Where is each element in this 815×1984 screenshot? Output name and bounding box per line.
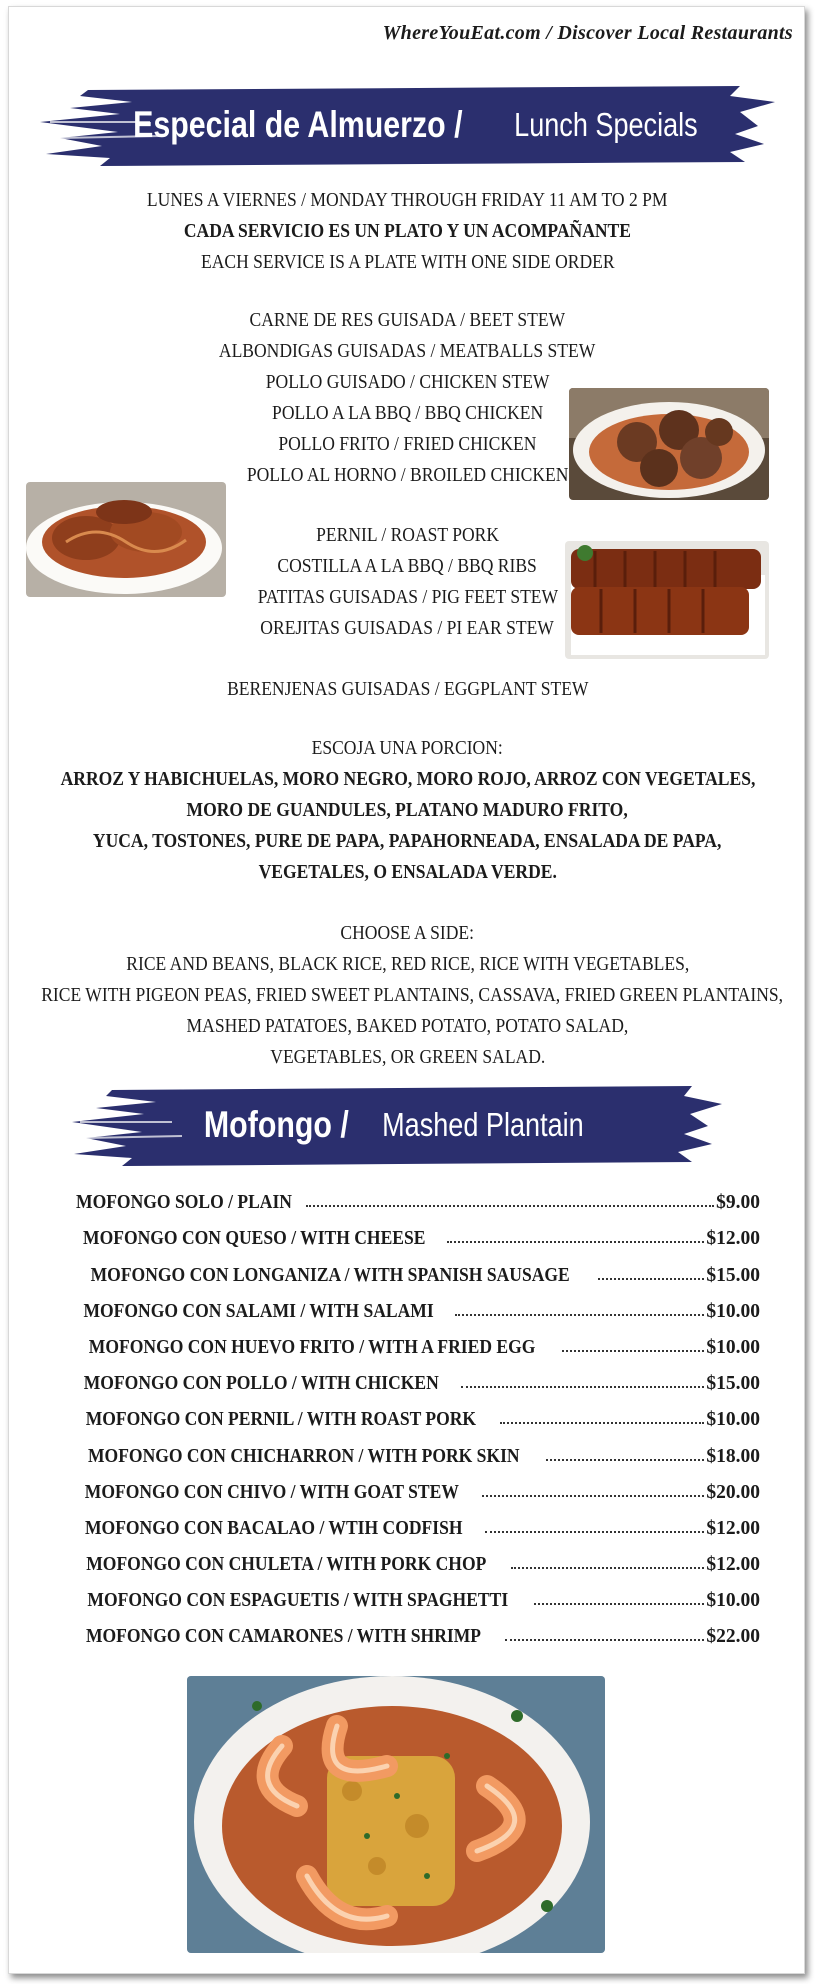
menu-row xyxy=(64,1287,760,1323)
item-name: MOFONGO CON POLLO / WITH CHICKEN xyxy=(83,1373,439,1395)
dot-leader xyxy=(500,1422,705,1424)
item-price: $10.00 xyxy=(706,1590,760,1612)
side-line: ARROZ Y HABICHUELAS, MORO NEGRO, MORO ROJO, ARROZ CON VEGETALES, xyxy=(60,769,755,790)
sides-title: CHOOSE A SIDE: xyxy=(340,923,475,944)
dish-item: ALBONDIGAS GUISADAS / MEATBALLS STEW xyxy=(219,341,596,362)
menu-row xyxy=(64,1178,760,1214)
item-price: $12.00 xyxy=(706,1554,760,1576)
menu-row xyxy=(64,1359,760,1395)
menu-row xyxy=(64,1323,760,1359)
mofongo-title-en: Mashed Plantain xyxy=(382,1106,585,1143)
intro-line: CADA SERVICIO ES UN PLATO Y UN ACOMPAÑANTE xyxy=(183,221,632,242)
dish-item: POLLO GUISADO / CHICKEN STEW xyxy=(265,372,550,393)
dot-leader xyxy=(447,1241,705,1243)
dot-leader xyxy=(505,1639,704,1641)
item-name: MOFONGO CON LONGANIZA / WITH SPANISH SAUSAGE xyxy=(90,1264,570,1286)
sides-title: ESCOJA UNA PORCION: xyxy=(311,738,504,759)
dish-item: CARNE DE RES GUISADA / BEET STEW xyxy=(249,310,566,331)
lunch-dish-c xyxy=(0,674,815,705)
menu-row xyxy=(64,1540,760,1576)
side-line: RICE AND BEANS, BLACK RICE, RED RICE, RICE WITH VEGETABLES, xyxy=(126,954,689,975)
intro-line: LUNES A VIERNES / MONDAY THROUGH FRIDAY 11 AM TO 2 PM xyxy=(147,190,668,211)
item-name: MOFONGO CON SALAMI / WITH SALAMI xyxy=(83,1300,434,1322)
dot-leader xyxy=(485,1531,704,1533)
side-line: MORO DE GUANDULES, PLATANO MADURO FRITO, xyxy=(186,800,629,821)
ribs-photo xyxy=(565,541,769,659)
menu-row xyxy=(64,1214,760,1250)
side-line: YUCA, TOSTONES, PURE DE PAPA, PAPAHORNEADA, ENSALADA DE PAPA, xyxy=(93,831,722,852)
item-name: MOFONGO CON PERNIL / WITH ROAST PORK xyxy=(85,1409,477,1431)
item-name: MOFONGO CON HUEVO FRITO / WITH A FRIED EGG xyxy=(88,1336,536,1358)
meatballs-photo xyxy=(569,388,769,500)
lunch-title-es: Especial de Almuerzo / xyxy=(132,104,463,145)
dish-item: POLLO A LA BBQ / BBQ CHICKEN xyxy=(271,403,544,424)
dot-leader xyxy=(511,1567,705,1569)
item-price: $20.00 xyxy=(706,1481,760,1503)
dot-leader xyxy=(562,1350,704,1352)
side-line: MASHED PATATOES, BAKED POTATO, POTATO SALAD, xyxy=(186,1016,629,1037)
item-name: MOFONGO CON ESPAGUETIS / WITH SPAGHETTI xyxy=(87,1590,509,1612)
menu-row xyxy=(64,1576,760,1612)
item-price: $18.00 xyxy=(706,1445,760,1467)
dish-item: PERNIL / ROAST PORK xyxy=(316,525,499,546)
item-price: $10.00 xyxy=(706,1336,760,1358)
side-line: VEGETABLES, OR GREEN SALAD. xyxy=(269,1047,546,1068)
item-name: MOFONGO CON QUESO / WITH CHEESE xyxy=(83,1228,426,1250)
item-name: MOFONGO CON CHIVO / WITH GOAT STEW xyxy=(84,1481,459,1503)
menu-row xyxy=(64,1395,760,1431)
menu-row xyxy=(64,1504,760,1540)
item-price: $15.00 xyxy=(706,1373,760,1395)
menu-row xyxy=(64,1250,760,1286)
dot-leader xyxy=(534,1603,705,1605)
dish-item: PATITAS GUISADAS / PIG FEET STEW xyxy=(257,587,558,608)
mofongo-title-es: Mofongo / xyxy=(203,1104,349,1145)
item-name: MOFONGO CON CAMARONES / WITH SHRIMP xyxy=(85,1626,482,1648)
dish-item: OREJITAS GUISADAS / PI EAR STEW xyxy=(260,618,555,639)
menu-row xyxy=(64,1431,760,1467)
item-price: $22.00 xyxy=(706,1626,760,1648)
lunch-title-en: Lunch Specials xyxy=(514,106,699,143)
intro-line: EACH SERVICE IS A PLATE WITH ONE SIDE ORDER xyxy=(200,252,615,273)
dish-item: POLLO AL HORNO / BROILED CHICKEN xyxy=(246,465,569,486)
item-name: MOFONGO CON CHICHARRON / WITH PORK SKIN xyxy=(87,1445,520,1467)
item-price: $12.00 xyxy=(706,1228,760,1250)
dot-leader xyxy=(455,1314,704,1316)
item-price: $12.00 xyxy=(706,1517,760,1539)
dish-item: POLLO FRITO / FRIED CHICKEN xyxy=(278,434,537,455)
item-name: MOFONGO CON BACALAO / WTIH CODFISH xyxy=(84,1517,463,1539)
item-name: MOFONGO CON CHULETA / WITH PORK CHOP xyxy=(86,1554,487,1576)
lunch-banner xyxy=(40,82,775,168)
chicken-photo xyxy=(26,482,226,597)
mofongo-banner xyxy=(72,1082,722,1168)
item-price: $15.00 xyxy=(706,1264,760,1286)
side-line: RICE WITH PIGEON PEAS, FRIED SWEET PLANTAINS, CASSAVA, FRIED GREEN PLANTAINS, xyxy=(41,985,784,1006)
dot-leader xyxy=(461,1386,705,1388)
menu-row xyxy=(64,1468,760,1504)
dot-leader xyxy=(546,1459,705,1461)
dot-leader xyxy=(306,1205,714,1207)
dish-item: COSTILLA A LA BBQ / BBQ RIBS xyxy=(277,556,538,577)
shrimp-mofongo-photo xyxy=(187,1676,605,1953)
site-header[interactable]: WhereYouEat.com / Discover Local Restaurants xyxy=(382,22,793,44)
side-line: VEGETALES, O ENSALADA VERDE. xyxy=(258,862,557,883)
sides-en xyxy=(0,918,815,1073)
sides-es xyxy=(0,733,815,888)
mofongo-menu xyxy=(64,1178,760,1648)
item-price: $9.00 xyxy=(716,1192,760,1214)
menu-row xyxy=(64,1612,760,1648)
item-price: $10.00 xyxy=(706,1409,760,1431)
item-name: MOFONGO SOLO / PLAIN xyxy=(75,1192,292,1214)
lunch-intro xyxy=(0,185,815,278)
dish-item: BERENJENAS GUISADAS / EGGPLANT STEW xyxy=(226,679,589,700)
item-price: $10.00 xyxy=(706,1300,760,1322)
dot-leader xyxy=(482,1495,705,1497)
dot-leader xyxy=(598,1278,704,1280)
